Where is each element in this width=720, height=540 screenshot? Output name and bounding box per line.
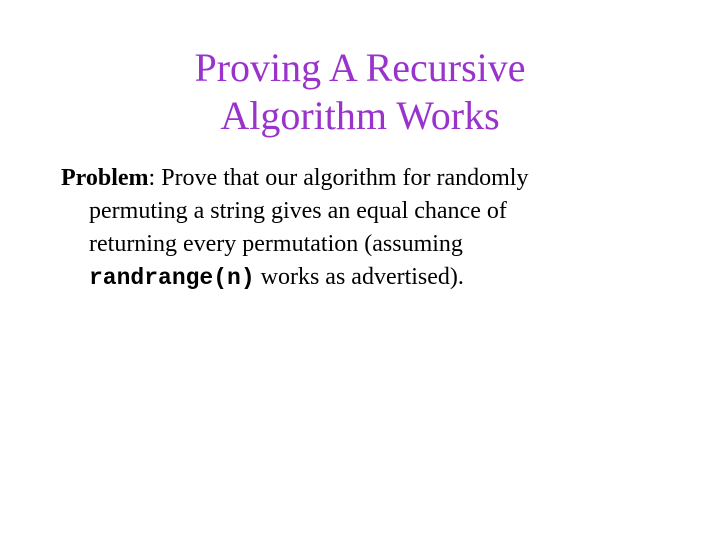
problem-line-3: returning every permutation (assuming — [89, 231, 463, 257]
problem-text-1: Prove that our algorithm for randomly — [161, 165, 529, 191]
code-randrange: randrange(n) — [89, 265, 255, 291]
title-line-1: Proving A Recursive — [194, 45, 526, 90]
problem-line-1 — [61, 162, 661, 195]
problem-colon: : — [148, 165, 162, 191]
problem-label: Problem — [61, 165, 149, 191]
slide-title — [80, 44, 640, 140]
title-line-2: Algorithm Works — [220, 93, 500, 138]
problem-text-4: works as advertised). — [254, 264, 464, 290]
problem-line-4 — [61, 261, 661, 295]
problem-line-2: permuting a string gives an equal chance of — [89, 198, 507, 224]
problem-statement — [61, 162, 661, 295]
